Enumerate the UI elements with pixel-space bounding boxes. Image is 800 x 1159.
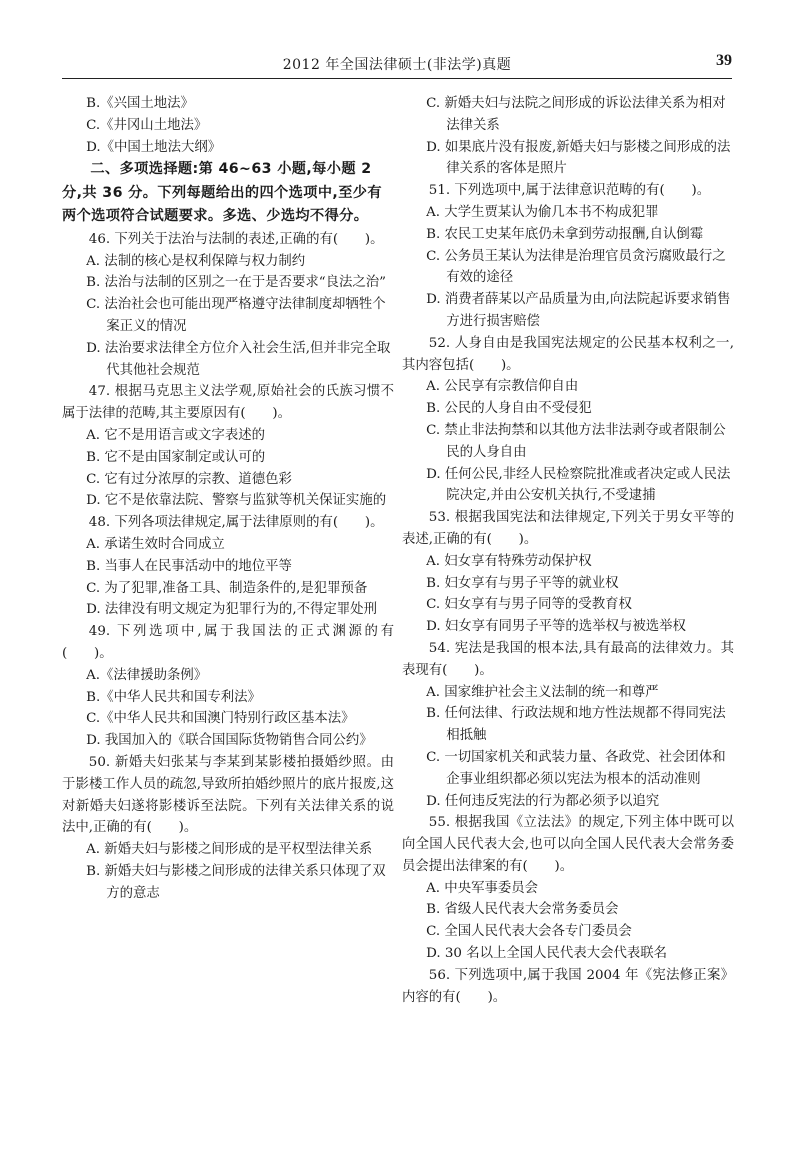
- answer-option: A. 中央军事委员会: [426, 880, 539, 896]
- question-stem: 56. 下列选项中,属于我国 2004 年《宪法修正案》内容的有( )。: [402, 967, 734, 1005]
- answer-option: A. 承诺生效时合同成立: [86, 537, 225, 553]
- question-stem: 49. 下列选项中,属于我国法的正式渊源的有( )。: [62, 624, 394, 662]
- page-number: 39: [716, 52, 732, 69]
- question-stem: 52. 人身自由是我国宪法规定的公民基本权利之一,其内容包括( )。: [402, 335, 734, 373]
- question-stem: 48. 下列各项法律规定,属于法律原则的有( )。: [88, 515, 384, 531]
- answer-option: C. 全国人民代表大会各专门委员会: [426, 924, 632, 940]
- answer-option: B. 新婚夫妇与影楼之间形成的法律关系只体现了双方的意志: [86, 864, 386, 901]
- answer-option: B. 任何法律、行政法规和地方性法规都不得同宪法相抵触: [426, 706, 726, 744]
- answer-option: C.《中华人民共和国澳门特别行政区基本法》: [86, 711, 355, 727]
- answer-option: B. 省级人民代表大会常务委员会: [426, 902, 619, 918]
- answer-option: C. 一切国家机关和武装力量、各政党、社会团体和企事业组织都必须以宪法为根本的活动准则: [426, 749, 726, 787]
- answer-option: C. 法治社会也可能出现严格遵守法律制度却牺牲个案正义的情况: [86, 297, 386, 335]
- answer-option: B.《中华人民共和国专利法》: [86, 689, 261, 705]
- answer-option: A. 国家维护社会主义法制的统一和尊严: [426, 684, 659, 700]
- page-header: [62, 0, 732, 79]
- question-stem: 47. 根据马克思主义法学观,原始社会的氏族习惯不属于法律的范畴,其主要原因有( )。: [62, 384, 394, 422]
- question-stem: 54. 宪法是我国的根本法,具有最高的法律效力。其表现有( )。: [402, 640, 734, 678]
- answer-option: A. 公民享有宗教信仰自由: [426, 379, 579, 395]
- answer-option: B. 妇女享有与男子平等的就业权: [426, 575, 619, 591]
- answer-option: D.《中国土地法大纲》: [86, 139, 222, 155]
- answer-option: C. 新婚夫妇与法院之间形成的诉讼法律关系为相对法律关系: [426, 96, 726, 133]
- answer-option: B. 法治与法制的区别之一在于是否要求“良法之治”: [86, 275, 386, 291]
- answer-option: D. 如果底片没有报废,新婚夫妇与影楼之间形成的法律关系的客体是照片: [426, 139, 731, 177]
- answer-option: B. 农民工史某年底仍未拿到劳动报酬,自认倒霉: [426, 226, 704, 242]
- answer-option: A. 新婚夫妇与影楼之间形成的是平权型法律关系: [86, 842, 373, 858]
- answer-option: D. 法律没有明文规定为犯罪行为的,不得定罪处刑: [86, 602, 377, 618]
- page-header-title: 2012 年全国法律硕士(非法学)真题: [282, 57, 512, 73]
- question-stem: 50. 新婚夫妇张某与李某到某影楼拍摄婚纱照。由于影楼工作人员的疏忽,导致所拍婚纱照片的底片报废,这对新婚夫妇遂将影楼诉至法院。下列有关法律关系的说法中,正确的有( )。: [62, 755, 394, 836]
- question-stem: 53. 根据我国宪法和法律规定,下列关于男女平等的表述,正确的有( )。: [402, 510, 734, 547]
- answer-option: C. 禁止非法拘禁和以其他方法非法剥夺或者限制公民的人身自由: [426, 422, 726, 460]
- answer-option: A. 妇女享有特殊劳动保护权: [426, 553, 592, 569]
- answer-option: D. 它不是依靠法院、警察与监狱等机关保证实施的: [86, 493, 387, 509]
- answer-option: B. 当事人在民事活动中的地位平等: [86, 558, 292, 574]
- answer-option: D. 消费者薛某以产品质量为由,向法院起诉要求销售方进行损害赔偿: [426, 292, 731, 329]
- answer-option: C. 它有过分浓厚的宗教、道德色彩: [86, 471, 292, 487]
- answer-option: D. 30 名以上全国人民代表大会代表联名: [426, 946, 668, 962]
- answer-option: A. 它不是用语言或文字表述的: [86, 428, 265, 444]
- answer-option: D. 法治要求法律全方位介入社会生活,但并非完全取代其他社会规范: [86, 340, 391, 378]
- answer-option: D. 任何公民,非经人民检察院批准或者决定或人民法院决定,并由公安机关执行,不受逮捕: [426, 466, 731, 504]
- question-stem: 51. 下列选项中,属于法律意识范畴的有( )。: [428, 183, 711, 199]
- answer-option: D. 妇女享有同男子平等的选举权与被选举权: [426, 619, 686, 635]
- answer-option: A. 法制的核心是权利保障与权力制约: [86, 253, 306, 269]
- question-stem: 46. 下列关于法治与法制的表述,正确的有( )。: [88, 231, 384, 247]
- question-stem: 55. 根据我国《立法法》的规定,下列主体中既可以向全国人民代表大会,也可以向全国人民代表大会常务委员会提出法律案的有( )。: [402, 815, 734, 874]
- answer-option: D. 我国加入的《联合国国际货物销售合同公约》: [86, 733, 373, 749]
- answer-option: C. 妇女享有与男子同等的受教育权: [426, 597, 632, 613]
- answer-option: B.《兴国土地法》: [86, 96, 194, 111]
- answer-option: A.《法律援助条例》: [86, 667, 208, 683]
- section-heading: 二、多项选择题:第 46~63 小题,每小题 2 分,共 36 分。下列每题给出的四个选项中,至少有两个选项符合试题要求。多选、少选均不得分。: [62, 161, 382, 225]
- right-column: [402, 93, 734, 1008]
- answer-option: B. 公民的人身自由不受侵犯: [426, 401, 592, 417]
- answer-option: A. 大学生贾某认为偷几本书不构成犯罪: [426, 204, 659, 220]
- answer-option: B. 它不是由国家制定或认可的: [86, 449, 266, 465]
- answer-option: C.《井冈山土地法》: [86, 117, 208, 133]
- answer-option: C. 公务员王某认为法律是治理官员贪污腐败最行之有效的途径: [426, 248, 726, 286]
- answer-option: D. 任何违反宪法的行为都必须予以追究: [426, 793, 660, 809]
- answer-option: C. 为了犯罪,准备工具、制造条件的,是犯罪预备: [86, 580, 368, 596]
- left-column: [62, 93, 394, 905]
